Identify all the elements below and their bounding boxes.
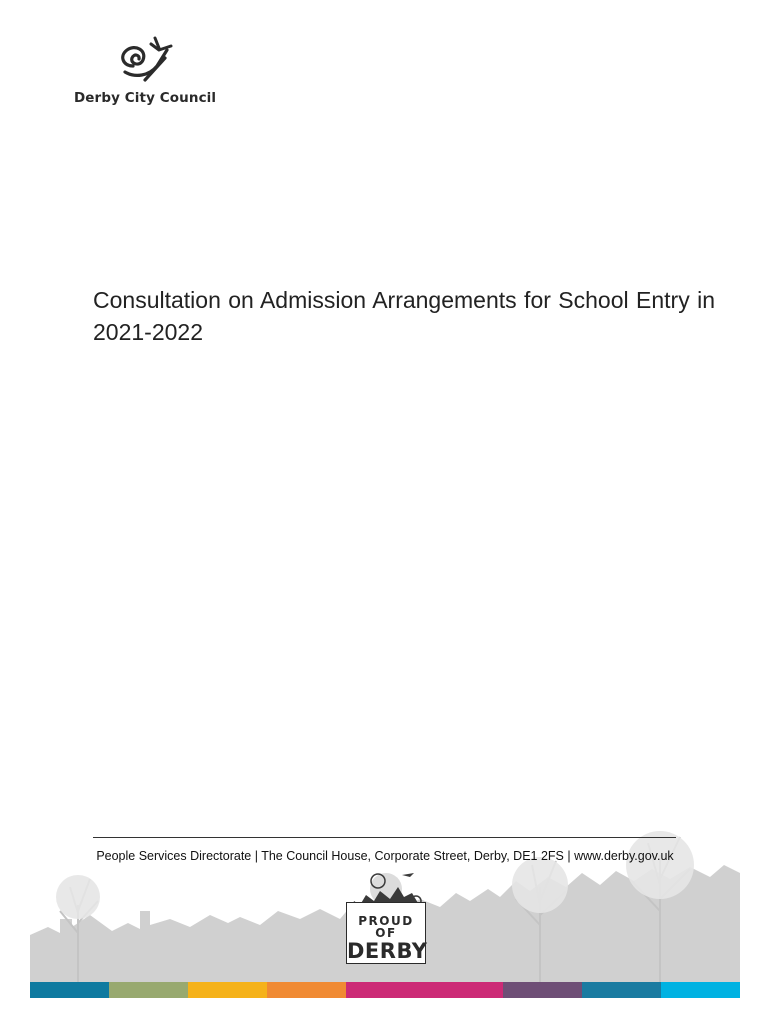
color-bar-segment: [503, 982, 582, 998]
color-bar-segment: [267, 982, 346, 998]
badge-line-1: PROUD OF: [358, 914, 414, 940]
document-title: Consultation on Admission Arrangements for School Entry in 2021-2022: [93, 287, 715, 345]
color-bar-segment: [30, 982, 109, 998]
ram-emblem-icon: [115, 36, 175, 88]
footer-address: People Services Directorate | The Council House, Corporate Street, Derby, DE1 2FS | www.derby.gov.uk: [96, 849, 674, 863]
brand-color-bar: [30, 982, 740, 998]
proud-of-derby-badge: [346, 902, 426, 964]
color-bar-segment: [424, 982, 503, 998]
logo-text: Derby City Council: [74, 90, 217, 106]
badge-line-2: DERBY: [347, 939, 428, 963]
footer-divider: [93, 837, 676, 838]
color-bar-segment: [661, 982, 740, 998]
council-logo: [70, 36, 220, 112]
color-bar-segment: [188, 982, 267, 998]
color-bar-segment: [109, 982, 188, 998]
color-bar-segment: [582, 982, 661, 998]
color-bar-segment: [346, 982, 425, 998]
